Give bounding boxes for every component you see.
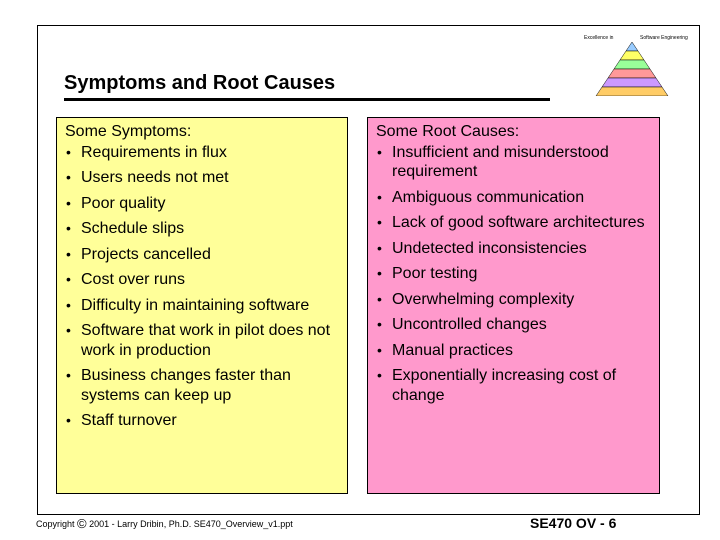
- symptom-item: [63, 194, 341, 214]
- bullet-icon: •: [377, 316, 382, 332]
- bullet-icon: •: [377, 290, 382, 307]
- symptoms-panel: [56, 117, 348, 494]
- symptom-item: [63, 321, 341, 360]
- bullet-icon: •: [66, 322, 71, 338]
- root-cause-item: [374, 264, 653, 284]
- bullet-icon: •: [66, 169, 71, 185]
- root-cause-item-text: Exponentially increasing cost of change: [392, 367, 617, 404]
- symptom-item-text: Poor quality: [81, 194, 166, 212]
- root-cause-item: [374, 315, 653, 335]
- symptom-item-text: Business changes faster than systems can keep up: [81, 367, 291, 404]
- symptom-item-text: Difficulty in maintaining software: [81, 296, 310, 314]
- page-number: SE470 OV - 6: [530, 515, 617, 531]
- symptoms-list: [63, 143, 341, 431]
- root-cause-item: [374, 188, 653, 208]
- symptom-item-text: Software that work in pilot does not work in production: [81, 322, 331, 359]
- root-cause-item: [374, 213, 653, 233]
- symptom-item: [63, 366, 341, 405]
- root-cause-item: [374, 290, 653, 310]
- symptom-item: [63, 168, 341, 188]
- root-causes-heading: Some Root Causes:: [376, 123, 520, 140]
- root-cause-item: [374, 239, 653, 259]
- symptom-item-text: Projects cancelled: [81, 245, 211, 263]
- bullet-icon: •: [66, 296, 71, 313]
- bullet-icon: •: [377, 188, 382, 205]
- root-cause-item-text: Lack of good software architectures: [392, 214, 645, 231]
- root-cause-item-text: Overwhelming complexity: [392, 290, 575, 308]
- bullet-icon: •: [377, 239, 382, 256]
- bullet-icon: •: [66, 143, 71, 160]
- symptom-item-text: Cost over runs: [81, 271, 186, 288]
- copyright-prefix: Copyright: [36, 519, 75, 529]
- root-cause-item-text: Ambiguous communication: [392, 188, 585, 206]
- copyright-text: 2001 - Larry Dribin, Ph.D. SE470_Overview_v1.ppt: [89, 519, 293, 529]
- root-cause-item-text: Insufficient and misunderstood requirement: [392, 143, 609, 180]
- symptom-item-text: Schedule slips: [81, 220, 185, 237]
- pyramid-logo: [582, 34, 688, 96]
- root-cause-item: [374, 366, 653, 405]
- copyright-footer: [36, 516, 293, 531]
- root-cause-item: [374, 143, 653, 182]
- symptoms-heading: Some Symptoms:: [65, 123, 192, 140]
- symptom-item: [63, 245, 341, 265]
- copyright-symbol: ©: [77, 516, 87, 531]
- root-cause-item-text: Uncontrolled changes: [392, 316, 547, 333]
- root-causes-panel: [367, 117, 660, 494]
- symptom-item: [63, 411, 341, 431]
- symptom-item: [63, 143, 341, 163]
- logo-left-text: Excellence in: [584, 35, 614, 41]
- logo-right-text: Software Engineering: [640, 35, 688, 41]
- title-underline: [64, 98, 550, 101]
- pyramid-icon: [582, 42, 682, 96]
- bullet-icon: •: [377, 214, 382, 230]
- root-cause-item-text: Poor testing: [392, 265, 478, 282]
- root-cause-item-text: Manual practices: [392, 341, 513, 359]
- symptom-item: [63, 219, 341, 239]
- symptom-item: [63, 270, 341, 290]
- bullet-icon: •: [377, 341, 382, 358]
- symptom-item: [63, 296, 341, 316]
- bullet-icon: •: [66, 220, 71, 236]
- root-cause-item: [374, 341, 653, 361]
- bullet-icon: •: [377, 265, 382, 281]
- bullet-icon: •: [66, 271, 71, 287]
- bullet-icon: •: [66, 194, 71, 211]
- bullet-icon: •: [377, 367, 382, 383]
- bullet-icon: •: [66, 245, 71, 262]
- slide-title: Symptoms and Root Causes: [64, 72, 336, 94]
- bullet-icon: •: [377, 143, 382, 160]
- root-causes-list: [374, 143, 653, 406]
- bullet-icon: •: [66, 367, 71, 383]
- bullet-icon: •: [66, 412, 71, 428]
- symptom-item-text: Staff turnover: [81, 412, 177, 429]
- root-cause-item-text: Undetected inconsistencies: [392, 239, 587, 257]
- symptom-item-text: Users needs not met: [81, 169, 229, 186]
- symptom-item-text: Requirements in flux: [81, 143, 227, 161]
